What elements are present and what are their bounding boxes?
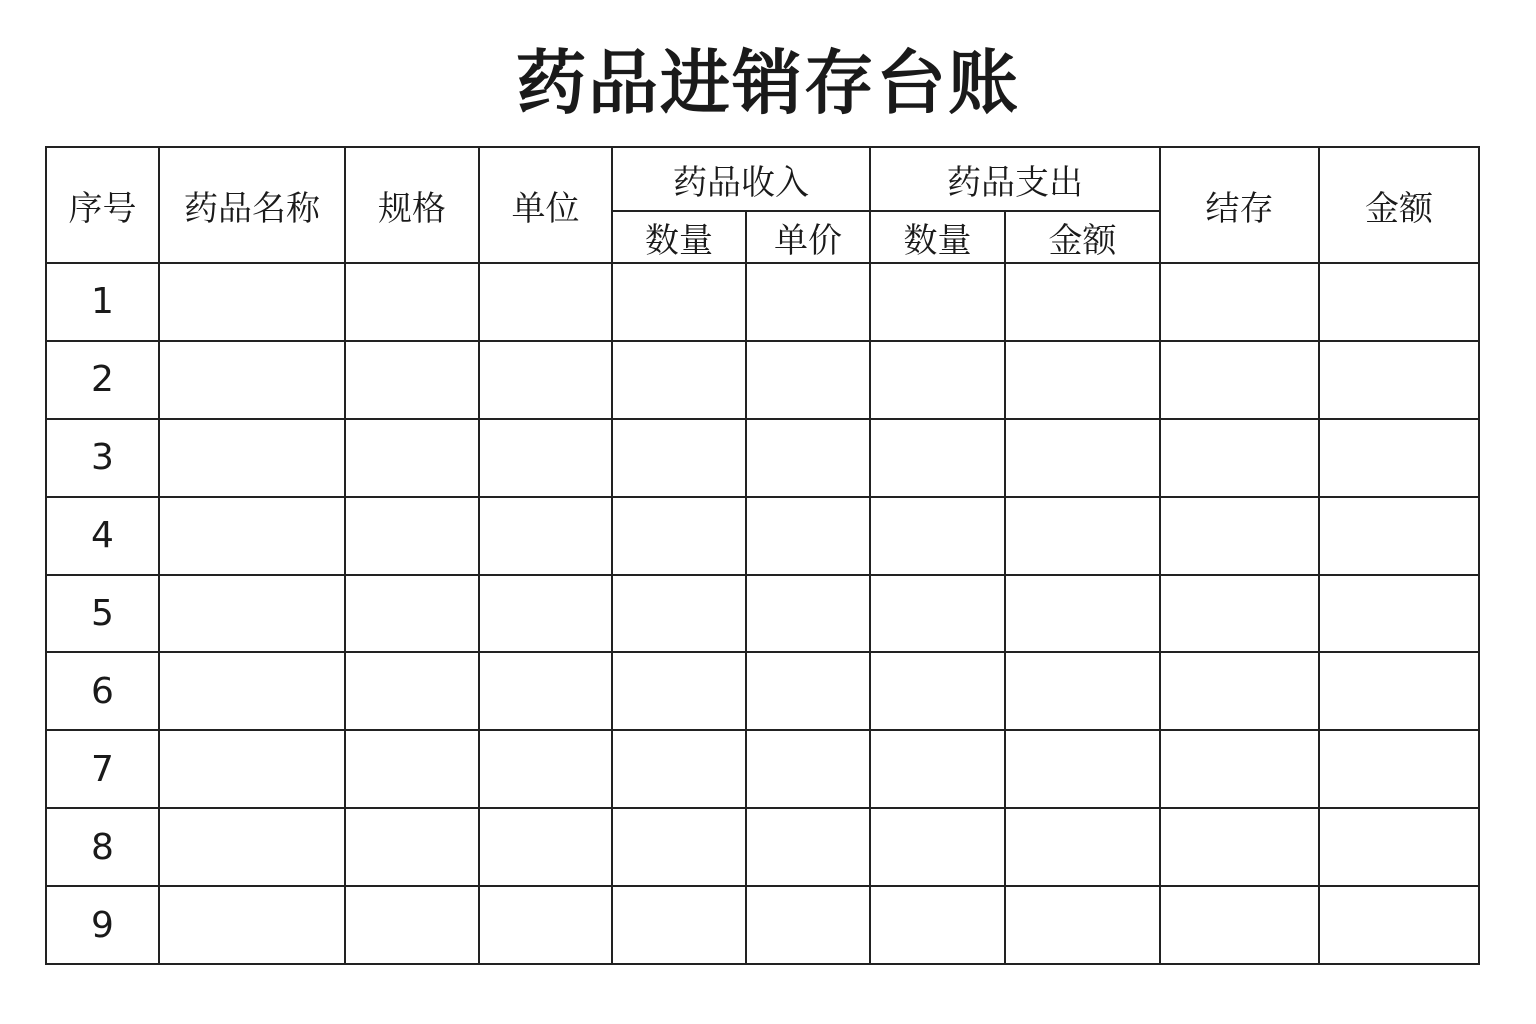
- cell-spec[interactable]: [345, 886, 479, 964]
- cell-balance[interactable]: [1160, 419, 1319, 497]
- cell-amount[interactable]: [1319, 886, 1479, 964]
- cell-outgo-qty[interactable]: [870, 886, 1005, 964]
- cell-outgo-qty[interactable]: [870, 575, 1005, 653]
- cell-amount[interactable]: [1319, 730, 1479, 808]
- cell-income-price[interactable]: [746, 497, 870, 575]
- cell-outgo-qty[interactable]: [870, 419, 1005, 497]
- cell-outgo-amount[interactable]: [1005, 419, 1160, 497]
- cell-amount[interactable]: [1319, 341, 1479, 419]
- cell-unit[interactable]: [479, 341, 612, 419]
- table-row: [46, 730, 1479, 808]
- cell-name[interactable]: [159, 808, 345, 886]
- header-row-top: [46, 147, 1479, 211]
- header-outgo-group: 药品支出: [870, 147, 1160, 211]
- cell-amount[interactable]: [1319, 808, 1479, 886]
- cell-amount[interactable]: [1319, 419, 1479, 497]
- table-row: [46, 341, 1479, 419]
- cell-outgo-qty[interactable]: [870, 652, 1005, 730]
- cell-amount[interactable]: [1319, 263, 1479, 341]
- row-index: 1: [46, 263, 159, 341]
- cell-income-qty[interactable]: [612, 652, 746, 730]
- cell-income-price[interactable]: [746, 263, 870, 341]
- cell-income-price[interactable]: [746, 419, 870, 497]
- cell-unit[interactable]: [479, 808, 612, 886]
- cell-outgo-amount[interactable]: [1005, 575, 1160, 653]
- cell-name[interactable]: [159, 575, 345, 653]
- cell-spec[interactable]: [345, 808, 479, 886]
- header-outgo-amount: 金额: [1005, 211, 1160, 263]
- cell-spec[interactable]: [345, 341, 479, 419]
- cell-name[interactable]: [159, 652, 345, 730]
- cell-balance[interactable]: [1160, 652, 1319, 730]
- cell-income-qty[interactable]: [612, 575, 746, 653]
- cell-outgo-amount[interactable]: [1005, 730, 1160, 808]
- header-unit: 单位: [479, 147, 612, 263]
- table-row: [46, 263, 1479, 341]
- header-income-qty: 数量: [612, 211, 746, 263]
- header-income-group: 药品收入: [612, 147, 870, 211]
- cell-outgo-qty[interactable]: [870, 497, 1005, 575]
- cell-amount[interactable]: [1319, 575, 1479, 653]
- table-row: [46, 497, 1479, 575]
- cell-outgo-qty[interactable]: [870, 730, 1005, 808]
- cell-income-qty[interactable]: [612, 886, 746, 964]
- cell-unit[interactable]: [479, 419, 612, 497]
- cell-spec[interactable]: [345, 652, 479, 730]
- cell-spec[interactable]: [345, 497, 479, 575]
- cell-unit[interactable]: [479, 886, 612, 964]
- cell-income-qty[interactable]: [612, 808, 746, 886]
- cell-spec[interactable]: [345, 730, 479, 808]
- cell-income-price[interactable]: [746, 652, 870, 730]
- cell-balance[interactable]: [1160, 341, 1319, 419]
- row-index: 6: [46, 652, 159, 730]
- cell-income-price[interactable]: [746, 808, 870, 886]
- cell-outgo-amount[interactable]: [1005, 886, 1160, 964]
- cell-income-qty[interactable]: [612, 730, 746, 808]
- header-index: 序号: [46, 147, 159, 263]
- table-row: [46, 575, 1479, 653]
- cell-unit[interactable]: [479, 497, 612, 575]
- row-index: 7: [46, 730, 159, 808]
- cell-income-price[interactable]: [746, 886, 870, 964]
- cell-balance[interactable]: [1160, 886, 1319, 964]
- row-index: 4: [46, 497, 159, 575]
- page-title: 药品进销存台账: [516, 42, 1020, 124]
- cell-unit[interactable]: [479, 652, 612, 730]
- cell-outgo-qty[interactable]: [870, 341, 1005, 419]
- ledger-table: [45, 146, 1480, 965]
- cell-amount[interactable]: [1319, 652, 1479, 730]
- cell-name[interactable]: [159, 263, 345, 341]
- cell-outgo-qty[interactable]: [870, 808, 1005, 886]
- table-row: [46, 652, 1479, 730]
- cell-unit[interactable]: [479, 263, 612, 341]
- cell-name[interactable]: [159, 886, 345, 964]
- cell-unit[interactable]: [479, 575, 612, 653]
- cell-spec[interactable]: [345, 419, 479, 497]
- header-spec: 规格: [345, 147, 479, 263]
- cell-balance[interactable]: [1160, 575, 1319, 653]
- cell-spec[interactable]: [345, 263, 479, 341]
- cell-name[interactable]: [159, 341, 345, 419]
- cell-outgo-amount[interactable]: [1005, 341, 1160, 419]
- cell-spec[interactable]: [345, 575, 479, 653]
- cell-outgo-amount[interactable]: [1005, 263, 1160, 341]
- cell-income-qty[interactable]: [612, 341, 746, 419]
- row-index: 2: [46, 341, 159, 419]
- header-balance: 结存: [1160, 147, 1319, 263]
- cell-outgo-amount[interactable]: [1005, 808, 1160, 886]
- cell-balance[interactable]: [1160, 497, 1319, 575]
- row-index: 3: [46, 419, 159, 497]
- cell-balance[interactable]: [1160, 730, 1319, 808]
- cell-outgo-amount[interactable]: [1005, 652, 1160, 730]
- row-index: 8: [46, 808, 159, 886]
- cell-name[interactable]: [159, 419, 345, 497]
- cell-unit[interactable]: [479, 730, 612, 808]
- table-row: [46, 419, 1479, 497]
- row-index: 9: [46, 886, 159, 964]
- table-row: [46, 808, 1479, 886]
- row-index: 5: [46, 575, 159, 653]
- cell-outgo-amount[interactable]: [1005, 497, 1160, 575]
- cell-income-price[interactable]: [746, 575, 870, 653]
- cell-name[interactable]: [159, 730, 345, 808]
- cell-outgo-qty[interactable]: [870, 263, 1005, 341]
- header-amount: 金额: [1319, 147, 1479, 263]
- header-outgo-qty: 数量: [870, 211, 1005, 263]
- cell-name[interactable]: [159, 497, 345, 575]
- cell-balance[interactable]: [1160, 808, 1319, 886]
- table-row: [46, 886, 1479, 964]
- header-income-price: 单价: [746, 211, 870, 263]
- cell-amount[interactable]: [1319, 497, 1479, 575]
- cell-income-price[interactable]: [746, 341, 870, 419]
- cell-income-qty[interactable]: [612, 419, 746, 497]
- cell-income-qty[interactable]: [612, 497, 746, 575]
- cell-income-qty[interactable]: [612, 263, 746, 341]
- cell-income-price[interactable]: [746, 730, 870, 808]
- cell-balance[interactable]: [1160, 263, 1319, 341]
- header-drug-name: 药品名称: [159, 147, 345, 263]
